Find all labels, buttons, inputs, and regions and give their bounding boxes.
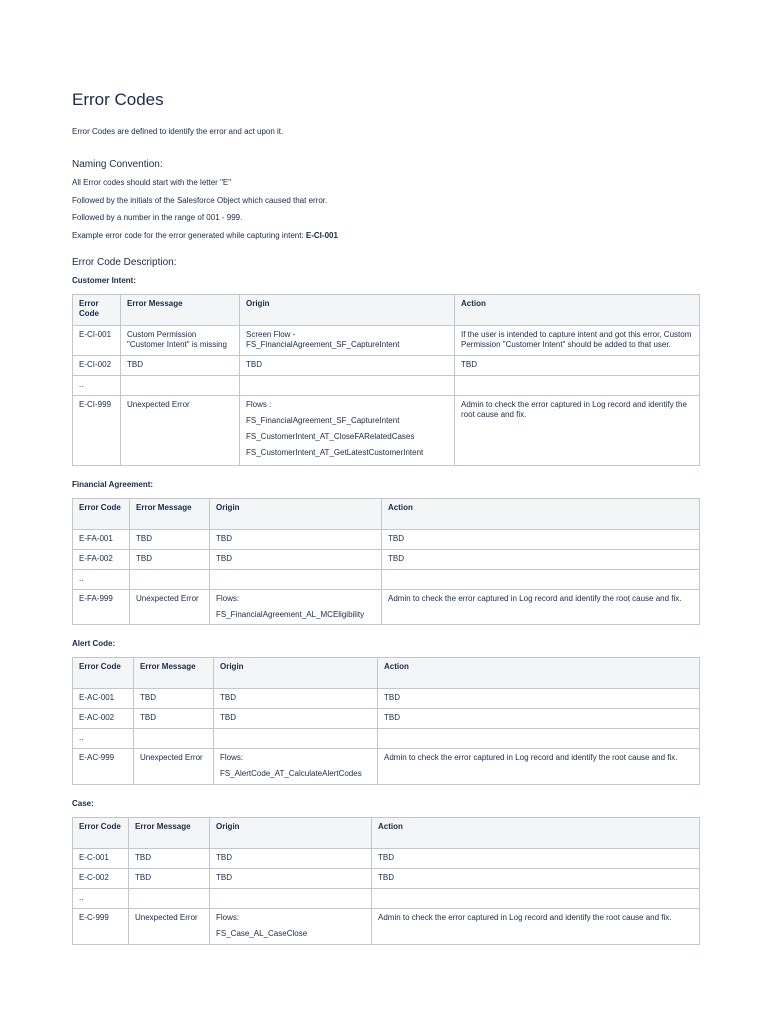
column-header-message: Error Message: [121, 294, 240, 325]
error-code-cell: E-C-999: [73, 908, 129, 944]
error-message-cell: Unexpected Error: [121, 395, 240, 465]
action-cell: [455, 375, 700, 395]
table-row: [73, 848, 700, 868]
error-code-cell: E-CI-001: [73, 325, 121, 355]
origin-line: TBD: [216, 553, 232, 563]
table-header-row: [73, 498, 700, 529]
column-header-origin: Origin: [210, 817, 372, 848]
intro-text: Error Codes are defined to identify the error and act upon it.: [72, 127, 284, 136]
action-cell: TBD: [455, 355, 700, 375]
origin-cell: [240, 375, 455, 395]
table-row: [73, 529, 700, 549]
error-message-cell: [129, 888, 210, 908]
document-content: [72, 90, 699, 959]
column-header-code: Error Code: [73, 657, 134, 688]
error-message-cell: TBD: [134, 688, 214, 708]
error-message-cell: TBD: [121, 355, 240, 375]
action-cell: TBD: [378, 708, 700, 728]
column-header-origin: Origin: [240, 294, 455, 325]
action-cell: Admin to check the error captured in Log record and identify the root cause and fix.: [372, 908, 700, 944]
origin-line: Flows:: [216, 912, 240, 922]
table-row: [73, 569, 700, 589]
origin-cell: [210, 589, 382, 624]
column-header-code: Error Code: [73, 498, 130, 529]
origin-cell: [240, 395, 455, 465]
column-header-action: Action: [455, 294, 700, 325]
action-cell: TBD: [372, 848, 700, 868]
origin-cell: [210, 569, 382, 589]
error-code-table: [72, 498, 700, 625]
error-code-description-heading: Error Code Description:: [72, 256, 177, 268]
error-code-table: [72, 294, 700, 466]
origin-cell: [214, 748, 378, 784]
table-row: [73, 708, 700, 728]
origin-cell: [210, 888, 372, 908]
column-header-action: Action: [382, 498, 700, 529]
origin-cell: [210, 549, 382, 569]
column-header-action: Action: [378, 657, 700, 688]
error-code-cell: E-FA-001: [73, 529, 130, 549]
action-cell: TBD: [378, 688, 700, 708]
action-cell: [372, 888, 700, 908]
naming-rule: Followed by the initials of the Salesforce Object which caused that error.: [72, 195, 328, 205]
table-header-row: [73, 657, 700, 688]
origin-line: FS_AlertCode_AT_CalculateAlertCodes: [220, 768, 362, 778]
table-row: [73, 325, 700, 355]
column-header-origin: Origin: [214, 657, 378, 688]
error-message-cell: [130, 569, 210, 589]
origin-line: Flows:: [220, 752, 244, 762]
origin-line: FS_CustomerIntent_AT_GetLatestCustomerIntent: [246, 447, 424, 457]
error-code-table: [72, 817, 700, 945]
table-row: [73, 888, 700, 908]
section-title: Case:: [72, 798, 94, 808]
action-cell: If the user is intended to capture intent and got this error, Custom Permission "Customer Intent" should be added to that user.: [455, 325, 700, 355]
origin-cell: [210, 848, 372, 868]
table-header-row: [73, 294, 700, 325]
error-message-cell: TBD: [130, 529, 210, 549]
error-message-cell: TBD: [134, 708, 214, 728]
column-header-origin: Origin: [210, 498, 382, 529]
table-row: [73, 688, 700, 708]
example-code: E-CI-001: [305, 230, 338, 240]
table-row: [73, 355, 700, 375]
section-title: Financial Agreement:: [72, 479, 154, 489]
table-row: [73, 589, 700, 624]
error-code-cell: E-AC-001: [73, 688, 134, 708]
column-header-message: Error Message: [130, 498, 210, 529]
page-title: Error Codes: [72, 90, 164, 109]
origin-cell: [240, 355, 455, 375]
origin-line: FS_FinancialAgreement_SF_CaptureIntent: [246, 415, 400, 425]
example-prefix: Example error code for the error generated while capturing intent:: [72, 230, 306, 240]
action-cell: [378, 728, 700, 748]
table-row: [73, 908, 700, 944]
origin-cell: [214, 708, 378, 728]
error-code-cell: ..: [73, 728, 134, 748]
origin-line: Screen Flow - FS_FinancialAgreement_SF_CaptureIntent: [246, 329, 400, 349]
action-cell: TBD: [372, 868, 700, 888]
table-row: [73, 868, 700, 888]
table-row: [73, 549, 700, 569]
error-code-cell: E-CI-999: [73, 395, 121, 465]
error-message-cell: TBD: [129, 848, 210, 868]
error-message-cell: TBD: [130, 549, 210, 569]
origin-line: Flows:: [216, 593, 240, 603]
origin-line: TBD: [246, 359, 262, 369]
table-header-row: [73, 817, 700, 848]
origin-cell: [210, 529, 382, 549]
error-message-cell: [134, 728, 214, 748]
origin-cell: [214, 728, 378, 748]
origin-cell: [210, 868, 372, 888]
table-row: [73, 728, 700, 748]
naming-example: [72, 231, 699, 240]
error-code-cell: E-FA-999: [73, 589, 130, 624]
error-code-cell: E-CI-002: [73, 355, 121, 375]
column-header-code: Error Code: [73, 817, 129, 848]
naming-rule: Followed by a number in the range of 001 - 999.: [72, 213, 243, 222]
origin-cell: [214, 688, 378, 708]
error-code-cell: ..: [73, 569, 130, 589]
error-sections: [72, 276, 699, 945]
error-message-cell: TBD: [129, 868, 210, 888]
origin-line: FS_Case_AL_CaseClose: [216, 928, 308, 938]
table-row: [73, 375, 700, 395]
origin-line: FS_CustomerIntent_AT_CloseFARelatedCases: [246, 431, 415, 441]
naming-convention-heading: Naming Convention:: [72, 159, 163, 170]
column-header-action: Action: [372, 817, 700, 848]
origin-cell: [240, 325, 455, 355]
error-message-cell: Unexpected Error: [130, 589, 210, 624]
error-message-cell: Unexpected Error: [134, 748, 214, 784]
origin-line: Flows :: [246, 399, 272, 409]
origin-line: TBD: [220, 692, 236, 702]
origin-cell: [210, 908, 372, 944]
origin-line: TBD: [216, 533, 232, 543]
column-header-code: Error Code: [73, 294, 121, 325]
table-row: [73, 748, 700, 784]
origin-line: FS_FinancialAgreement_AL_MCEligibility: [216, 609, 365, 619]
column-header-message: Error Message: [129, 817, 210, 848]
action-cell: Admin to check the error captured in Log record and identify the root cause and fix.: [382, 589, 700, 624]
error-code-table: [72, 657, 700, 785]
table-row: [73, 395, 700, 465]
column-header-message: Error Message: [134, 657, 214, 688]
error-message-cell: [121, 375, 240, 395]
action-cell: Admin to check the error captured in Log record and identify the root cause and fix.: [455, 395, 700, 465]
naming-rule: All Error codes should start with the letter "E": [72, 178, 232, 187]
error-code-cell: E-AC-002: [73, 708, 134, 728]
origin-line: TBD: [216, 872, 232, 882]
error-code-cell: E-AC-999: [73, 748, 134, 784]
origin-line: TBD: [220, 712, 236, 722]
error-code-cell: ..: [73, 375, 121, 395]
section-title: Customer Intent:: [72, 275, 136, 285]
error-message-cell: Custom Permission "Customer Intent" is missing: [121, 325, 240, 355]
section-title: Alert Code:: [72, 638, 116, 648]
action-cell: TBD: [382, 549, 700, 569]
origin-line: TBD: [216, 852, 232, 862]
error-code-cell: E-FA-002: [73, 549, 130, 569]
error-code-cell: ..: [73, 888, 129, 908]
action-cell: [382, 569, 700, 589]
error-code-cell: E-C-001: [73, 848, 129, 868]
action-cell: Admin to check the error captured in Log record and identify the root cause and fix.: [378, 748, 700, 784]
action-cell: TBD: [382, 529, 700, 549]
error-message-cell: Unexpected Error: [129, 908, 210, 944]
error-code-cell: E-C-002: [73, 868, 129, 888]
